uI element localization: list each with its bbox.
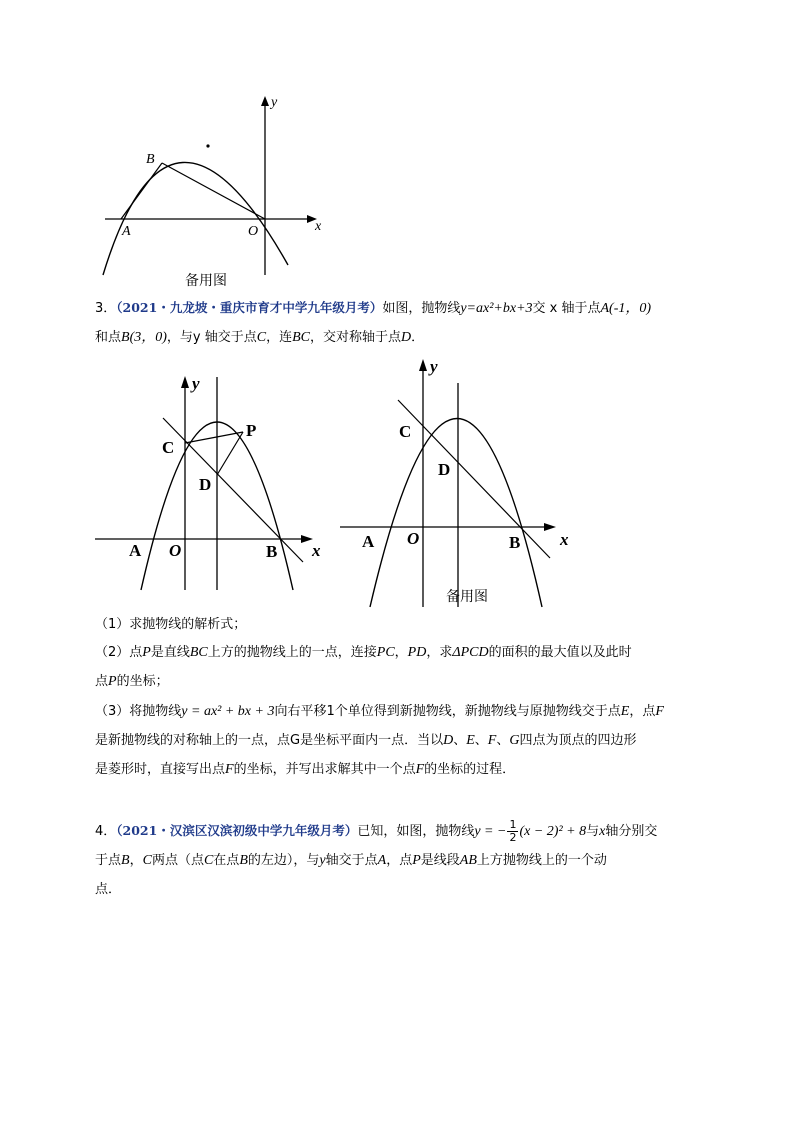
text: 是直线 (150, 645, 190, 660)
text: 向右平移1个单位得到新抛物线，新抛物线与原抛物线交于点 (274, 704, 621, 719)
line-bc (163, 418, 303, 562)
segment-ab: AB (459, 853, 477, 868)
point-c: C (142, 853, 152, 868)
text: 点． (95, 882, 122, 897)
fraction-numerator: 1 (509, 818, 517, 831)
text: 交 x 轴于点 (532, 301, 601, 316)
text: 、 (496, 733, 510, 748)
problem-3-q1: （1）求抛物线的解析式； (95, 617, 247, 632)
text: ，求 (426, 645, 453, 660)
y-label: y (192, 374, 200, 393)
formula-prefix: y = − (474, 824, 507, 839)
text: 四点为顶点的四边形 (519, 733, 637, 748)
y-label: y (271, 95, 278, 110)
text: ， (394, 645, 408, 660)
figure-3-right-svg (338, 355, 583, 610)
segment-pc: PC (376, 645, 395, 660)
point-f: F (415, 762, 425, 777)
figure-3-right (338, 355, 583, 610)
point-a: A (377, 853, 387, 868)
problem-3-number: 3． (95, 301, 117, 316)
text: ， (129, 853, 143, 868)
label-a: A (362, 532, 375, 551)
text: 于点 (95, 853, 122, 868)
text: （3）将抛物线 (95, 704, 182, 719)
text: ，交对称轴于点 (309, 330, 401, 345)
text: 是线段 (420, 853, 460, 868)
text: 和点 (95, 330, 122, 345)
y-axis-arrow (181, 376, 189, 388)
segment-pd (217, 432, 243, 475)
formula-suffix: (x − 2)² + 8 (519, 824, 587, 839)
text: 两点（点 (151, 853, 204, 868)
text: 、 (453, 733, 467, 748)
point-c: C (203, 853, 214, 868)
text: 的坐标； (116, 674, 169, 689)
problem-4-number: 4． (95, 824, 117, 839)
x-label: x (312, 541, 321, 560)
point-e: E (620, 704, 630, 719)
point-b: B (121, 853, 130, 868)
point-c: C (256, 330, 267, 345)
y-label: y (430, 357, 438, 376)
text: ． (411, 330, 425, 345)
text: 是菱形时，直接写出点 (95, 762, 226, 777)
text: 的面积的最大值以及此时 (488, 645, 632, 660)
triangle-pcd: ΔPCD (452, 645, 489, 660)
label-o: O (248, 224, 259, 239)
problem-4-source: （2021・汉滨区汉滨初级中学九年级月考） (116, 823, 358, 838)
figure-1-svg (95, 90, 335, 280)
text: 的坐标的过程． (424, 762, 516, 777)
figure-1-caption: 备用图 (185, 273, 227, 289)
point-f: F (225, 762, 234, 777)
text: 上方的抛物线上的一点，连接 (207, 645, 377, 660)
text: 与 (586, 824, 600, 839)
text: ，点 (629, 704, 656, 719)
problem-3-stem (95, 293, 715, 352)
point-e: E (466, 733, 475, 748)
text: ，点 (386, 853, 413, 868)
vertex-dot (206, 144, 209, 147)
point-f: F (655, 704, 664, 719)
problem-3-q3 (95, 697, 715, 784)
label-a: A (122, 224, 131, 239)
text: 轴交于点 (325, 853, 378, 868)
point-p: P (412, 853, 421, 868)
label-b: B (146, 152, 155, 167)
label-c: C (162, 438, 175, 457)
text: 、 (474, 733, 488, 748)
line-bc: BC (189, 645, 208, 660)
fraction-denominator: 2 (509, 831, 517, 844)
figure-3-left-svg (93, 372, 343, 592)
x-variable: x (599, 824, 606, 839)
text: 点 (95, 674, 109, 689)
label-b: B (509, 533, 521, 552)
y-variable: y (319, 853, 326, 868)
point-a: A(-1，0) (600, 301, 652, 316)
line-bc (398, 400, 550, 558)
label-a: A (129, 541, 142, 560)
segment-pd: PD (407, 645, 427, 660)
text: 的左边），与 (247, 853, 320, 868)
label-d: D (199, 475, 212, 494)
label-o: O (169, 541, 182, 560)
y-axis-arrow (419, 359, 427, 371)
text: 的坐标，并写出求解其中一个点 (233, 762, 416, 777)
text: 已知，如图，抛物线 (357, 824, 475, 839)
segment-bc: BC (292, 330, 310, 345)
label-c: C (399, 422, 412, 441)
text: 是新抛物线的对称轴上的一点，点G是坐标平面内一点．当以 (95, 733, 444, 748)
x-label: x (560, 530, 569, 549)
point-d: D (401, 330, 412, 345)
problem-3-q2 (95, 638, 715, 696)
problem-4-stem (95, 816, 715, 904)
x-axis-arrow (544, 523, 556, 531)
fraction-one-half (507, 819, 518, 844)
point-f: F (487, 733, 497, 748)
point-p: P (108, 674, 117, 689)
parabola (370, 419, 542, 608)
y-axis-arrow (261, 96, 269, 106)
point-p: P (142, 645, 151, 660)
formula: y = ax² + bx + 3 (181, 704, 275, 719)
point-b: B (239, 853, 248, 868)
text: ，连 (266, 330, 293, 345)
point-d: D (443, 733, 454, 748)
problem-3-source: （2021・九龙坡・重庆市育才中学九年级月考） (116, 300, 383, 315)
figure-1-backup-graph (95, 90, 335, 280)
label-d: D (438, 460, 451, 479)
text: 轴分别交 (605, 824, 658, 839)
figure-3-right-caption: 备用图 (446, 589, 488, 605)
x-label: x (315, 219, 322, 234)
text: 如图，抛物线 (382, 301, 461, 316)
point-b: B(3，0) (121, 330, 167, 345)
segment-ba (121, 163, 162, 219)
point-g: G (509, 733, 520, 748)
formula: y=ax²+bx+3 (460, 301, 533, 316)
label-o: O (407, 529, 420, 548)
label-b: B (266, 542, 278, 561)
text: （2）点 (95, 645, 143, 660)
label-p: P (246, 421, 257, 440)
text: 在点 (213, 853, 240, 868)
figure-3-left (93, 372, 343, 592)
text: 上方抛物线上的一个动 (476, 853, 607, 868)
text: ，与y 轴交于点 (166, 330, 257, 345)
